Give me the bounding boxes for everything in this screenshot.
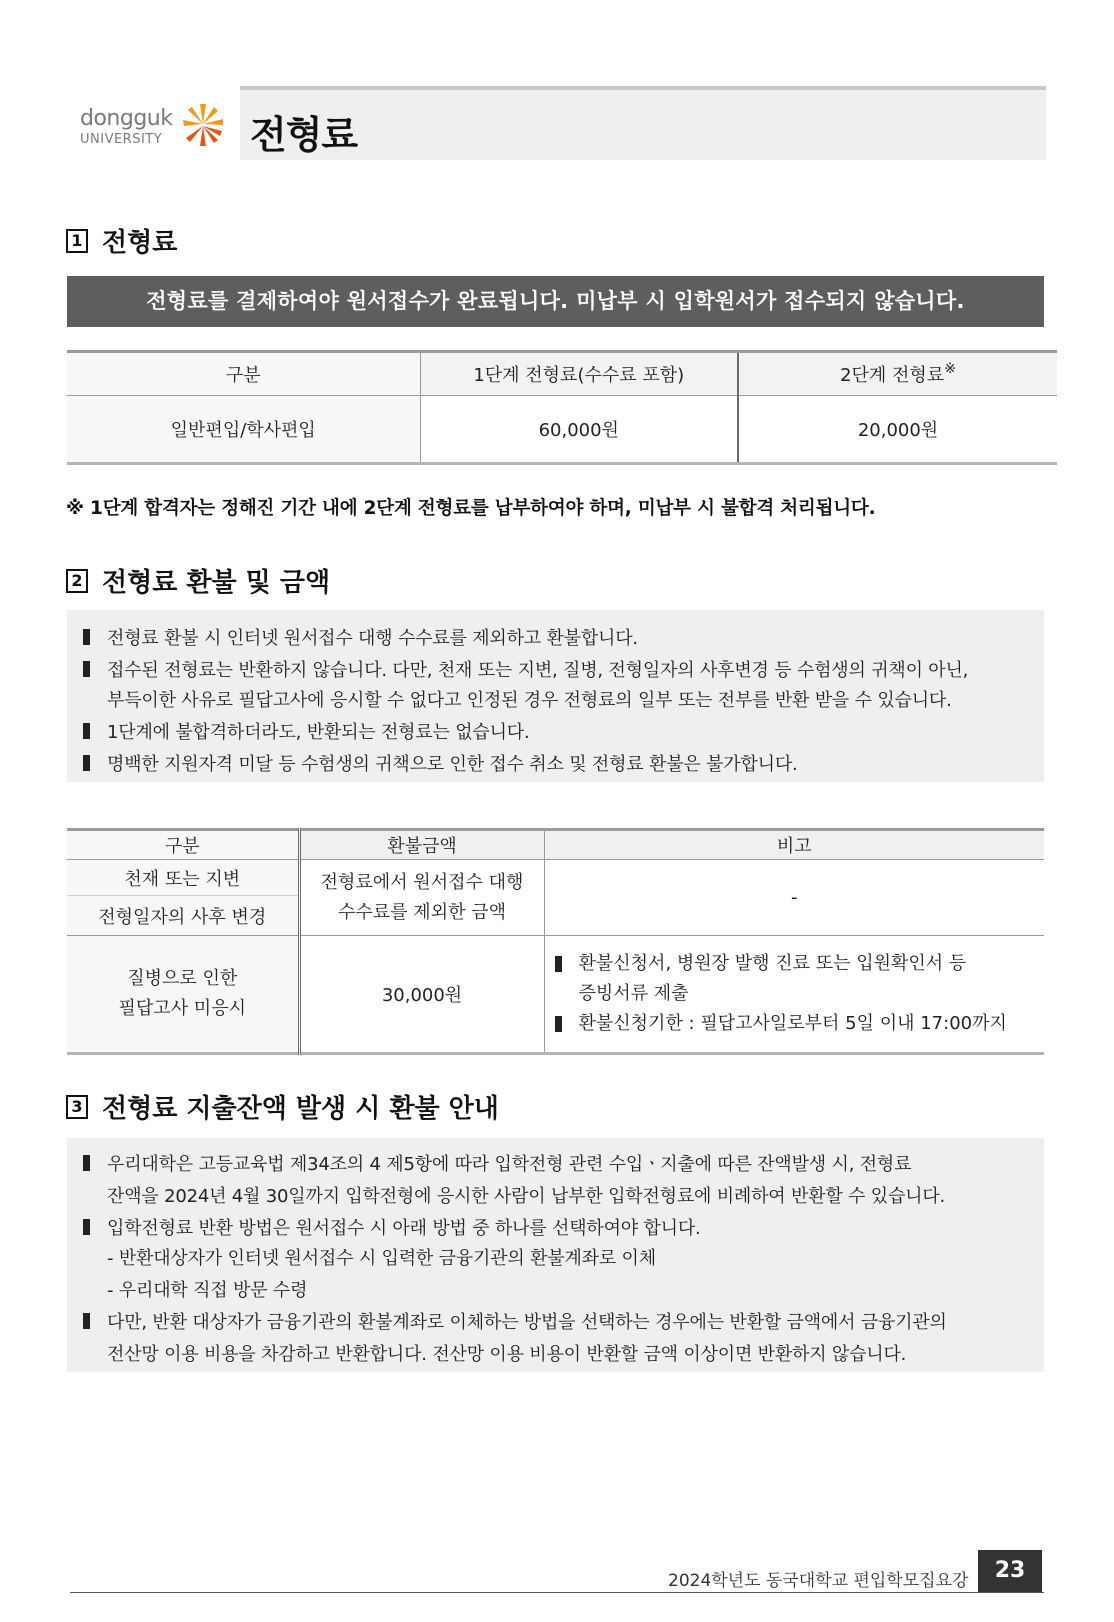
list-item: 환불신청서, 병원장 발행 진료 또는 입원확인서 등 <box>555 949 1045 979</box>
section-3-heading <box>66 1088 499 1125</box>
bullet-icon <box>83 755 90 771</box>
section-2-heading <box>66 562 330 599</box>
fee-header-category: 구분 <box>67 352 420 396</box>
list-item: 환불신청기한 : 필답고사일로부터 5일 이내 17:00까지 <box>555 1009 1045 1039</box>
section-3-number: 3 <box>66 1095 88 1119</box>
table-row <box>67 936 1044 1054</box>
payment-notice-banner: 전형료를 결제하여야 원서접수가 완료됩니다. 미납부 시 입학원서가 접수되지 않습니다. <box>67 276 1044 327</box>
refund-category-cell: 전형일자의 사후 변경 <box>67 896 299 936</box>
section-2-title: 전형료 환불 및 금액 <box>102 568 331 598</box>
fee-stage2-cell: 20,000원 <box>738 396 1057 464</box>
refund-category-cell: 질병으로 인한 필답고사 미응시 <box>67 936 299 1054</box>
footer-divider <box>70 1592 1044 1593</box>
fee-table-row <box>67 396 1057 464</box>
fee-category-cell: 일반편입/학사편입 <box>67 396 420 464</box>
fee-table <box>67 350 1057 465</box>
fee-header-stage1: 1단계 전형료(수수료 포함) <box>420 352 738 396</box>
section-3-title: 전형료 지출잔액 발생 시 환불 안내 <box>102 1094 499 1124</box>
page-title: 전형료 <box>250 113 358 157</box>
page-number: 23 <box>978 1550 1042 1592</box>
bullet-icon <box>83 723 90 739</box>
table-row <box>67 860 1044 896</box>
balance-refund-box: 우리대학은 고등교육법 제34조의 4 제5항에 따라 입학전형 관련 수입ㆍ지출에 따른 잔액발생 시, 전형료 잔액을 2024년 4월 30일까지 입학전형에 응시한 사람이 납부한 입학전형료에 비례하여 반환할 수 있습니다. 입학전형료 반환 방법은 원서접수 시 아래 방법 중 하나를 선택하여야 합니다. - 반환대상자가 인터넷 원서접수 시 입력한 금융기관의 환불계좌로 이체 - 우리대학 직접 방문 수령 다만, 반환 대상자가 금융기관의 환불계좌로 이체하는 방법을 선택하는 경우에는 반환할 금액에서 금융기관의 전산망 이용 비용을 차감하고 반환합니다. 전산망 이용 비용이 반환할 금액 이상이면 반환하지 않습니다. <box>67 1138 1044 1372</box>
bullet-icon <box>83 1313 90 1329</box>
refund-info-box: 전형료 환불 시 인터넷 원서접수 대행 수수료를 제외하고 환불합니다. 접수된 전형료는 반환하지 않습니다. 다만, 천재 또는 지변, 질병, 전형일자의 사후변경 등 수험생의 귀책이 아닌, 부득이한 사유로 필답고사에 응시할 수 없다고 인정된 경우 전형료의 일부 또는 전부를 반환 받을 수 있습니다. 1단계에 불합격하더라도, 반환되는 전형료는 없습니다. 명백한 지원자격 미달 등 수험생의 귀책으로 인한 접수 취소 및 전형료 환불은 불가합니다. <box>67 610 1044 782</box>
bullet-icon <box>555 956 562 972</box>
section-1-heading <box>66 222 177 259</box>
refund-category-cell: 천재 또는 지변 <box>67 860 299 896</box>
refund-table <box>67 828 1044 1055</box>
logo-wordmark: dongguk <box>80 106 173 131</box>
list-item-continuation: 증빙서류 제출 <box>578 983 689 1004</box>
logo-subtitle: UNIVERSITY <box>80 132 163 147</box>
bullet-icon <box>83 1219 90 1235</box>
footnote-mark: ※ <box>944 361 956 377</box>
bullet-icon <box>83 661 90 677</box>
refund-remarks-cell: - <box>544 860 1044 936</box>
fee-stage1-cell: 60,000원 <box>420 396 738 464</box>
refund-header-amount: 환불금액 <box>299 830 544 860</box>
bullet-icon <box>555 1016 562 1032</box>
section-1-title: 전형료 <box>102 228 178 258</box>
refund-table-header <box>67 830 1044 860</box>
refund-remarks-cell <box>544 936 1044 1054</box>
stage2-fee-note: ※ 1단계 합격자는 정해진 기간 내에 2단계 전형료를 납부하여야 하며, 미납부 시 불합격 처리됩니다. <box>66 498 876 519</box>
fee-header-stage2: 2단계 전형료※ <box>738 352 1057 396</box>
refund-amount-cell: 30,000원 <box>299 936 544 1054</box>
page-title-bar <box>240 86 1046 160</box>
refund-amount-cell: 전형료에서 원서접수 대행 수수료를 제외한 금액 <box>299 860 544 936</box>
footer-title: 2024학년도 동국대학교 편입학모집요강 <box>668 1571 969 1591</box>
section-2-number: 2 <box>66 569 88 593</box>
refund-header-remarks: 비고 <box>544 830 1044 860</box>
university-logo <box>80 96 230 156</box>
bullet-icon <box>83 1155 90 1171</box>
section-1-number: 1 <box>66 229 88 253</box>
fee-table-header <box>67 352 1057 396</box>
lotus-emblem-icon <box>178 100 228 150</box>
bullet-icon <box>83 629 90 645</box>
refund-header-category: 구분 <box>67 830 299 860</box>
